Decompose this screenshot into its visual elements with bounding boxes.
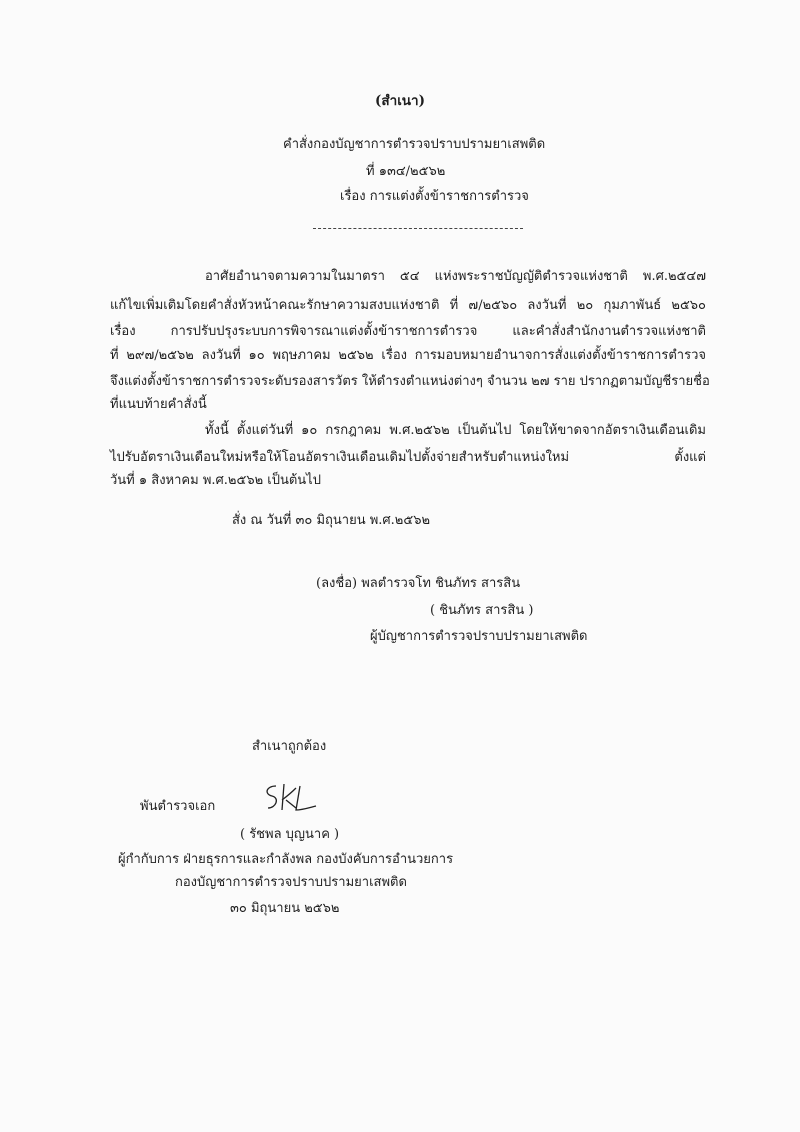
paragraph1-line2: แก้ไขเพิ่มเติมโดยคำสั่งหัวหน้าคณะรักษาความสงบแห่งชาติ ที่ ๗/๒๕๖๐ ลงวันที่ ๒๐ กุมภาพันธ์ ๒๕๖๐ [110,298,706,313]
commander-name: ( ชินภัทร สารสิน ) [430,603,534,618]
handwritten-signature [262,780,322,820]
paragraph1-line5: จึงแต่งตั้งข้าราชการตำรวจระดับรองสารวัตร ให้ดำรงตำแหน่งต่างๆ จำนวน ๒๗ ราย ปรากฏตามบัญชีรายชื่อ [110,374,710,389]
commander-signed-line: (ลงชื่อ) พลตำรวจโท ชินภัทร สารสิน [316,576,521,591]
ordered-date: สั่ง ณ วันที่ ๓๐ มิถุนายน พ.ศ.๒๕๖๒ [232,513,431,528]
paragraph2-line1: ทั้งนี้ ตั้งแต่วันที่ ๑๐ กรกฎาคม พ.ศ.๒๕๖๒ เป็นต้นไป โดยให้ขาดจากอัตราเงินเดือนเดิม [205,423,706,438]
paragraph2-line2: ไปรับอัตราเงินเดือนใหม่หรือให้โอนอัตราเงินเดือนเดิมไปตั้งจ่ายสำหรับตำแหน่งใหม่ ตั้งแต่ [110,450,706,465]
header-divider [313,228,523,229]
order-subject: เรื่อง การแต่งตั้งข้าราชการตำรวจ [340,189,529,204]
certifier-name: ( รัชพล บุญนาค ) [240,827,340,842]
paragraph1-line3: เรื่อง การปรับปรุงระบบการพิจารณาแต่งตั้งข้าราชการตำรวจ และคำสั่งสำนักงานตำรวจแห่งชาติ [110,324,706,339]
certifier-rank: พันตำรวจเอก [140,799,216,814]
issuer-heading: คำสั่งกองบัญชาการตำรวจปราบปรามยาเสพติด [283,137,546,152]
paragraph1-line6: ที่แนบท้ายคำสั่งนี้ [110,397,207,412]
certifier-position-line1: ผู้กำกับการ ฝ่ายธุรการและกำลังพล กองบังคับการอำนวยการ [118,852,454,867]
paragraph1-line4: ที่ ๒๙๗/๒๕๖๒ ลงวันที่ ๑๐ พฤษภาคม ๒๕๖๒ เรื่อง การมอบหมายอำนาจการสั่งแต่งตั้งข้าราชการตำรวจ [110,348,706,363]
paragraph1-line1: อาศัยอำนาจตามความในมาตรา ๕๔ แห่งพระราชบัญญัติตำรวจแห่งชาติ พ.ศ.๒๕๔๗ [205,269,706,284]
paragraph2-line3: วันที่ ๑ สิงหาคม พ.ศ.๒๕๖๒ เป็นต้นไป [110,473,321,488]
copy-label: (สำเนา) [374,93,426,109]
commander-position: ผู้บัญชาการตำรวจปราบปรามยาเสพติด [370,629,588,644]
certifier-position-line2: กองบัญชาการตำรวจปราบปรามยาเสพติด [175,875,407,890]
certification-date: ๓๐ มิถุนายน ๒๕๖๒ [230,901,340,916]
certified-label: สำเนาถูกต้อง [252,739,327,754]
order-number: ที่ ๑๓๔/๒๕๖๒ [366,164,446,179]
